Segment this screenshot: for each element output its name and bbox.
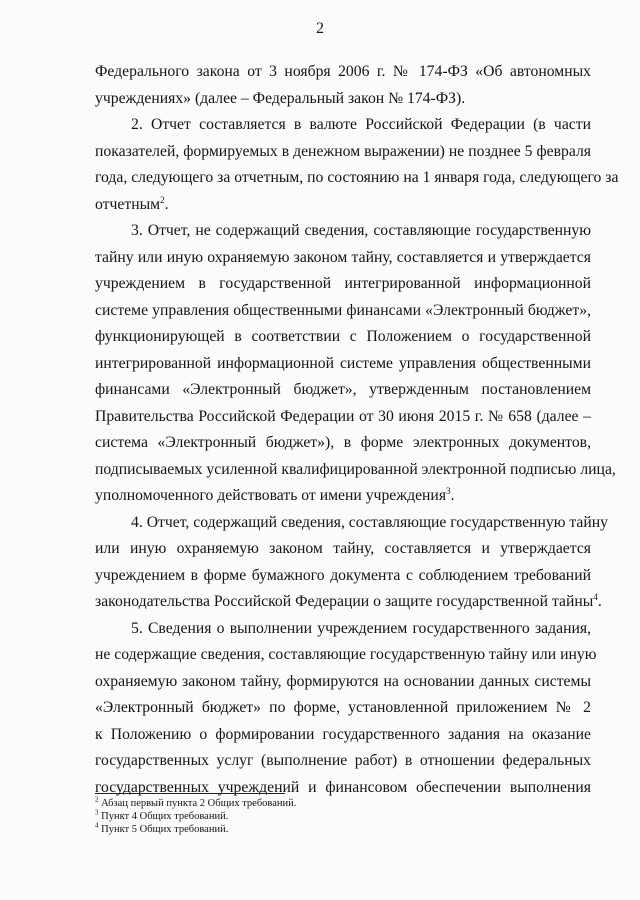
paragraph-line: учреждениях» (далее – Федеральный закон № 174-ФЗ). bbox=[95, 89, 466, 107]
paragraph-line: функционирующей в соответствии с Положением о государственной bbox=[95, 328, 591, 345]
paragraph-line: финансами «Электронный бюджет», утвержденным постановлением bbox=[95, 381, 591, 398]
footnote-separator bbox=[95, 793, 285, 794]
footnote-text: Пункт 5 Общих требований. bbox=[101, 824, 229, 835]
paragraph-line: системе управления общественными финансами «Электронный бюджет», bbox=[95, 301, 591, 319]
paragraph-line-text: уполномоченного действовать от имени учреждения bbox=[95, 487, 447, 504]
paragraph-line: государственных учреждений и финансовом обеспечении выполнения bbox=[95, 778, 591, 796]
paragraph-line: учреждением в форме бумажного документа с соблюдением требований bbox=[95, 566, 591, 584]
footnote-number: 3 bbox=[95, 808, 99, 817]
paragraph-line: государственных услуг (выполнение работ) в отношении федеральных bbox=[95, 752, 591, 769]
footnote-reference[interactable]: 4 bbox=[593, 591, 598, 602]
footnote-reference[interactable]: 2 bbox=[160, 194, 165, 205]
paragraph-line-text: отчетным bbox=[95, 195, 161, 213]
paragraph-line: тайну или иную охраняемую законом тайну, составляется и утверждается bbox=[95, 248, 591, 266]
paragraph-line: 4. Отчет, содержащий сведения, составляющие государственную тайну bbox=[131, 513, 608, 531]
paragraph-line bbox=[95, 483, 591, 510]
paragraph-line: интегрированной информационной системе управления общественными bbox=[95, 354, 591, 372]
paragraph bbox=[95, 218, 616, 510]
paragraph-line: или иную охраняемую законом тайну, составляется и утверждается bbox=[95, 540, 591, 557]
paragraph bbox=[95, 59, 591, 112]
footnote bbox=[95, 823, 575, 836]
footnotes bbox=[95, 797, 575, 836]
footnote-text: Абзац первый пункта 2 Общих требований. bbox=[101, 798, 297, 809]
paragraph-line: Правительства Российской Федерации от 30 июня 2015 г. № 658 (далее – bbox=[95, 407, 591, 425]
footnote-number: 4 bbox=[95, 821, 99, 830]
paragraph bbox=[95, 616, 597, 802]
paragraph-line-text: законодательства Российской Федерации о защите государственной тайны bbox=[95, 593, 594, 610]
page-number: 2 bbox=[316, 20, 324, 37]
footnote bbox=[95, 797, 575, 810]
paragraph-line: 3. Отчет, не содержащий сведения, составляющие государственную bbox=[131, 222, 591, 239]
paragraph-line: года, следующего за отчетным, по состоянию на 1 января года, следующего за bbox=[95, 169, 619, 186]
paragraph-line: к Положению о формировании государственного задания на оказание bbox=[95, 725, 591, 743]
paragraph bbox=[95, 510, 608, 616]
paragraph-line: не содержащие сведения, составляющие государственную тайну или иную bbox=[95, 646, 597, 663]
paragraph-line bbox=[95, 192, 591, 219]
footnote-text: Пункт 4 Общих требований. bbox=[101, 811, 229, 822]
paragraph bbox=[95, 112, 619, 218]
footnote-number: 2 bbox=[95, 795, 99, 804]
paragraph-line: 5. Сведения о выполнении учреждением государственного задания, bbox=[131, 619, 591, 637]
paragraph-line bbox=[95, 589, 602, 616]
body-text bbox=[95, 59, 619, 801]
sentence-period: . bbox=[450, 487, 455, 504]
sentence-period: . bbox=[597, 593, 602, 610]
paragraph-line: учреждением в государственной интегрированной информационной bbox=[95, 275, 591, 292]
paragraph-line: 2. Отчет составляется в валюте Российской Федерации (в части bbox=[131, 116, 591, 133]
paragraph-line: подписываемых усиленной квалифицированной электронной подписью лица, bbox=[95, 460, 616, 478]
paragraph-line: охраняемую законом тайну, формируются на основании данных системы bbox=[95, 672, 591, 690]
sentence-period: . bbox=[164, 195, 169, 213]
paragraph-line: показателей, формируемых в денежном выражении) не позднее 5 февраля bbox=[95, 142, 591, 160]
paragraph-line: Федерального закона от 3 ноября 2006 г. № 174-ФЗ «Об автономных bbox=[95, 63, 591, 80]
footnote bbox=[95, 810, 575, 823]
paragraph-line: «Электронный бюджет» по форме, установленной приложением № 2 bbox=[95, 699, 591, 716]
paragraph-line: система «Электронный бюджет»), в форме электронных документов, bbox=[95, 434, 591, 451]
footnote-reference[interactable]: 3 bbox=[446, 485, 451, 496]
